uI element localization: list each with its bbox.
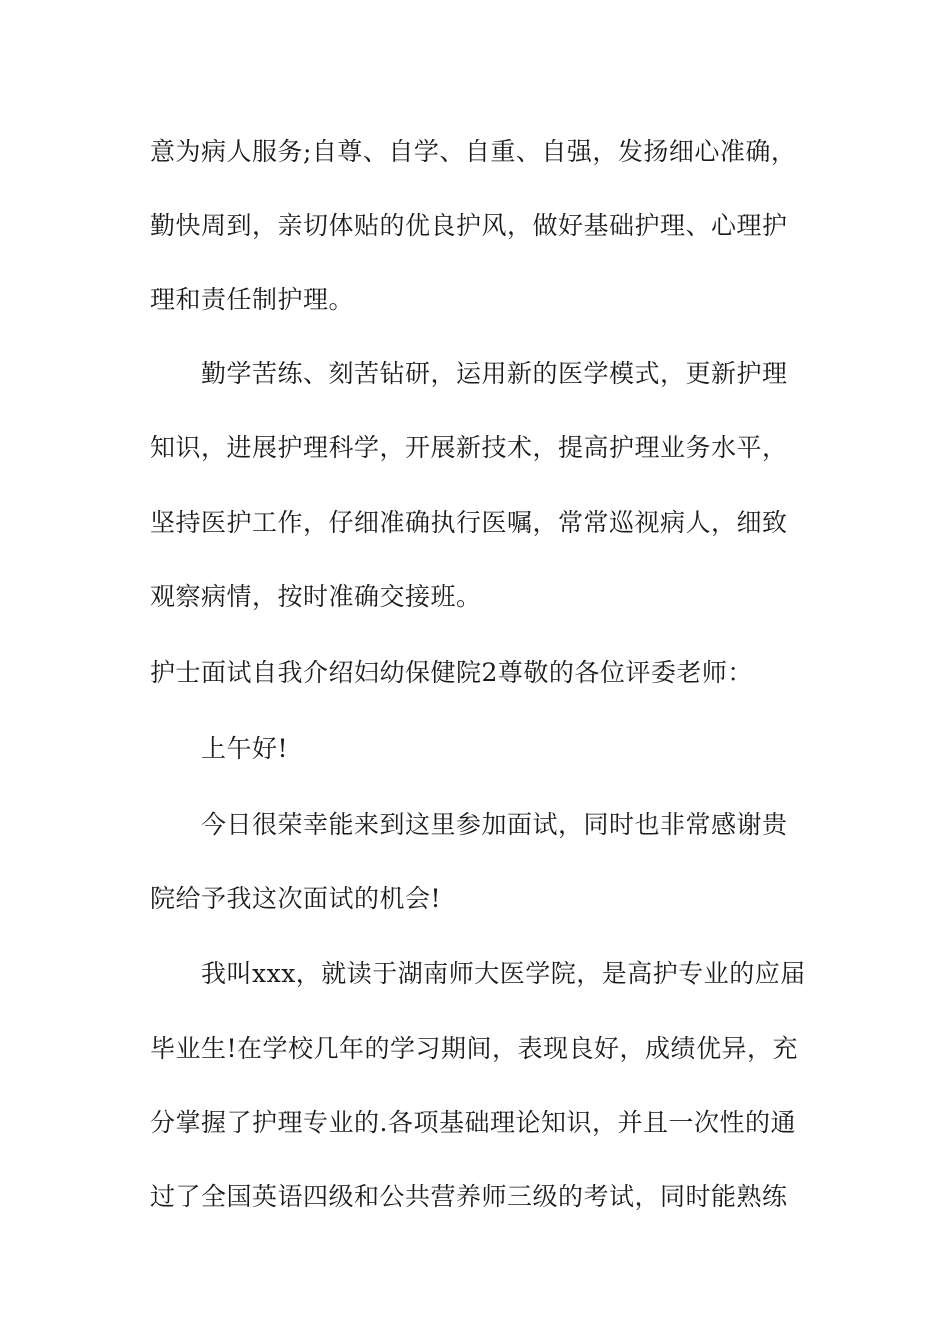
text-line: 理和责任制护理。 xyxy=(150,285,355,314)
text-line: 勤快周到，亲切体贴的优良护风，做好基础护理、心理护 xyxy=(150,211,788,240)
paragraph-first-line: 今日很荣幸能来到这里参加面试，同时也非常感谢贵 xyxy=(201,810,788,839)
greeting-line: 上午好! xyxy=(201,734,289,763)
paragraph-first-line: 勤学苦练、刻苦钻研，运用新的医学模式，更新护理 xyxy=(201,359,788,388)
section-heading-line: 护士面试自我介绍妇幼保健院2尊敬的各位评委老师： xyxy=(150,658,753,687)
paragraph-first-line: 我叫xxx，就读于湖南师大医学院，是高护专业的应届 xyxy=(201,959,806,988)
text-line: 坚持医护工作，仔细准确执行医嘱，常常巡视病人，细致 xyxy=(150,508,788,537)
text-line: 观察病情，按时准确交接班。 xyxy=(150,582,482,611)
text-line: 分掌握了护理专业的.各项基础理论知识，并且一次性的通 xyxy=(150,1108,796,1137)
text-line: 知识，进展护理科学，开展新技术，提高护理业务水平， xyxy=(150,433,788,462)
text-line: 意为病人服务;自尊、自学、自重、自强，发扬细心准确， xyxy=(150,137,797,166)
text-line: 毕业生!在学校几年的学习期间，表现良好，成绩优异，充 xyxy=(150,1034,799,1063)
text-line: 院给予我这次面试的机会! xyxy=(150,884,442,913)
text-line: 过了全国英语四级和公共营养师三级的考试，同时能熟练 xyxy=(150,1182,788,1211)
